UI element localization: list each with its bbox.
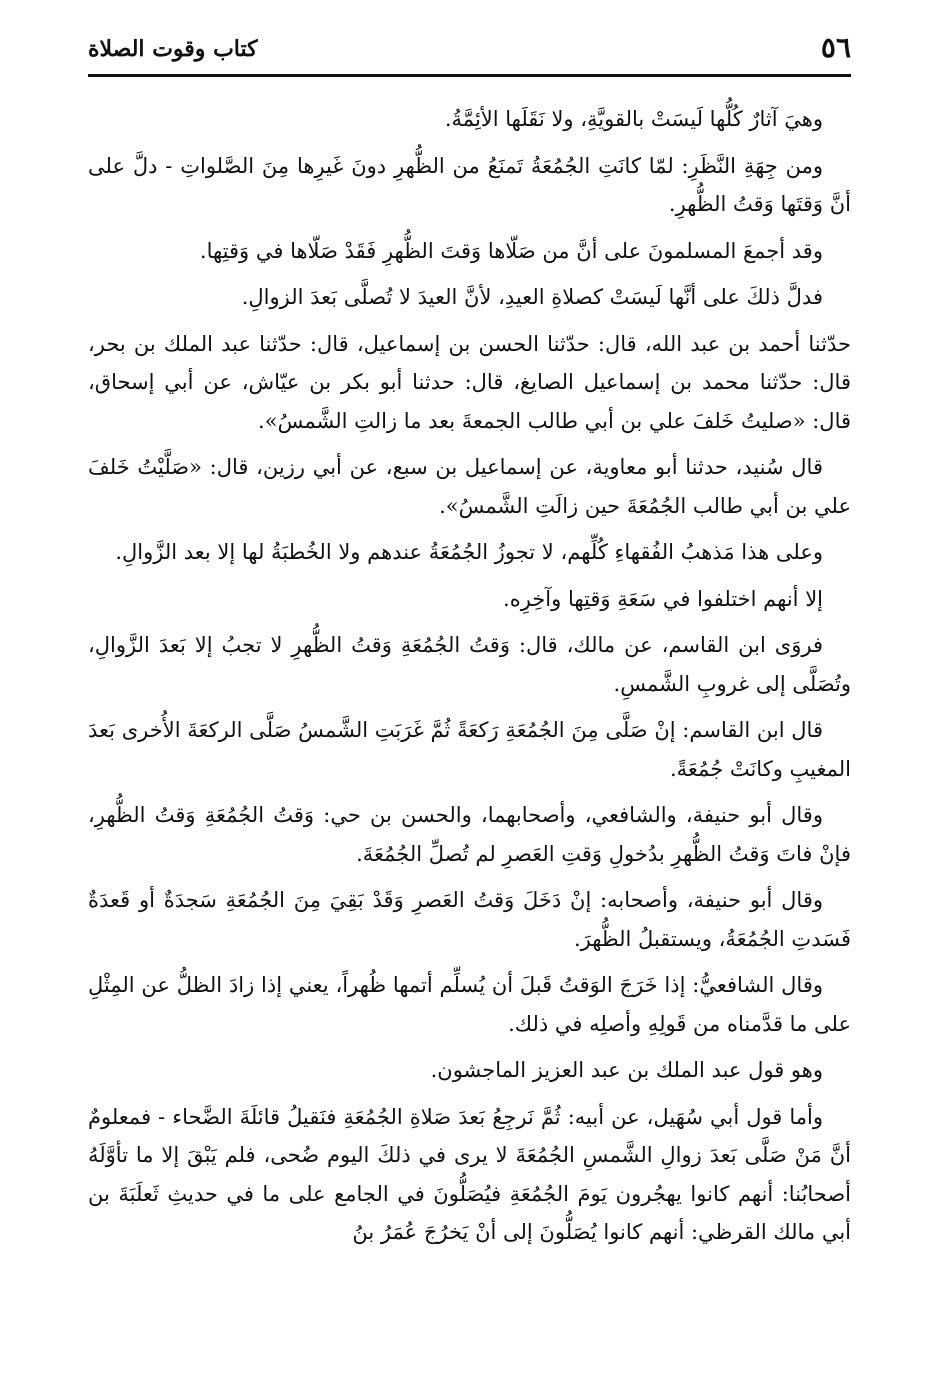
paragraph: وهو قول عبد الملك بن عبد العزيز الماجشون. — [430, 1058, 823, 1082]
body-text — [88, 100, 851, 1260]
paragraph: وقال أبو حنيفة، والشافعي، وأصحابهما، والحسن بن حي: وَقتُ الجُمُعَةِ وَقتُ الظُّهرِ، فإنْ فاتَ وَقتُ الظُّهرِ بدُخولِ وَقتِ العَصرِ لم تُصلِّ الجُمُعَةَ. — [88, 803, 851, 866]
paragraph: وهيَ آثارٌ كُلُّها لَيسَتْ بالقويَّةِ، ولا نَقَلَها الأئِمَّةُ. — [444, 107, 823, 131]
running-title: كتاب وقوت الصلاة — [88, 36, 258, 62]
paragraph: وعلى هذا مَذهبُ الفُقهاءِ كُلِّهم، لا تجوزُ الجُمُعَةُ عندهم ولا الخُطبَةُ لها إلا بعد الزَّوالِ. — [115, 540, 823, 564]
paragraph: وقال أبو حنيفة، وأصحابه: إنْ دَخَلَ وَقتُ العَصرِ وَقَدْ بَقِيَ مِنَ الجُمُعَةِ سَجدَةٌ أو قَعدَةٌ فَسَدتِ الجُمُعَةُ، ويستقبلُ الظُّهرَ. — [88, 888, 851, 951]
paragraph: ومن جِهَةِ النَّظَرِ: لمّا كانَتِ الجُمُعَةُ تَمنَعُ من الظُّهرِ دونَ غَيرِها مِنَ الصَّلواتِ - دلَّ على أنَّ وَقتَها وَقتُ الظُّهرِ. — [88, 153, 851, 216]
paragraph: فروَى ابن القاسم، عن مالك، قال: وَقتُ الجُمُعَةِ وَقتُ الظُّهرِ لا تجبُ إلا بَعدَ الزَّوالِ، وتُصَلَّى إلى غروبِ الشَّمسِ. — [88, 633, 851, 696]
paragraph: فدلَّ ذلكَ على أنَّها لَيسَتْ كصلاةِ العيدِ، لأنَّ العيدَ لا تُصلَّى بَعدَ الزوالِ. — [241, 285, 823, 309]
paragraph: قال سُنيد، حدثنا أبو معاوية، عن إسماعيل بن سبع، عن أبي رزين، قال: «صَلَّيْتُ خَلفَ علي بن أبي طالب الجُمُعَةَ حين زالَتِ الشَّمسُ». — [88, 455, 851, 518]
paragraph: إلا أنهم اختلفوا في سَعَةِ وَقتِها وآخِرِه. — [503, 586, 823, 611]
page-header — [88, 30, 851, 70]
paragraph: وقال الشافعيُّ: إذا خَرَجَ الوَقتُ قَبلَ أن يُسلِّم أتمها ظُهراً، يعني إذا زادَ الظلُّ عن المِثْلِ على ما قدَّمناه من قَولِهِ وأصلِه في ذلك. — [88, 973, 851, 1036]
header-rule — [88, 74, 851, 77]
paragraph: وقد أجمعَ المسلمونَ على أنَّ من صَلّاها وَقتَ الظُّهرِ فَقَدْ صَلّاها في وَقتِها. — [199, 238, 823, 263]
paragraph: وأما قول أبي سُهَيل، عن أبيه: ثُمَّ نَرجِعُ بَعدَ صَلاةِ الجُمُعَةِ فنَقيلُ قائلَةَ الضَّحاء - فمعلومٌ أنَّ مَنْ صَلَّى بَعدَ زوالِ الشَّمسِ الجُمُعَةَ لا يرى في ذلكَ اليوم ضُحى، فلم يَبْقَ إلا ما تأوَّلَهُ أصحابُنا: أنهم كانوا يهجُرون يَومَ الجُمُعَةِ فيُصَلُّونَ في الجامع على ما في حديثِ ثَعلَبَةَ بن أبي مالك القرظي: أنهم كانوا يُصَلُّونَ إلى أنْ يَخرُجَ عُمَرُ بنُ — [88, 1104, 851, 1244]
paragraph: حدّثنا أحمد بن عبد الله، قال: حدّثنا الحسن بن إسماعيل، قال: حدّثنا عبد الملك بن بحر، قال: حدّثنا محمد بن إسماعيل الصايغ، قال: حدثنا أبو بكر بن عيّاش، عن أبي إسحاق، قال: «صليتُ خَلفَ علي بن أبي طالب الجمعةَ بعد ما زالتِ الشَّمسُ». — [88, 331, 851, 433]
page-number: ٥٦ — [820, 31, 851, 64]
paragraph: قال ابن القاسم: إنْ صَلَّى مِنَ الجُمُعَةِ رَكعَةً ثُمَّ غَرَبَتِ الشَّمسُ صَلَّى الركعَةَ الأُخرى بَعدَ المغيبِ وكانَتْ جُمُعَةً. — [88, 718, 851, 781]
